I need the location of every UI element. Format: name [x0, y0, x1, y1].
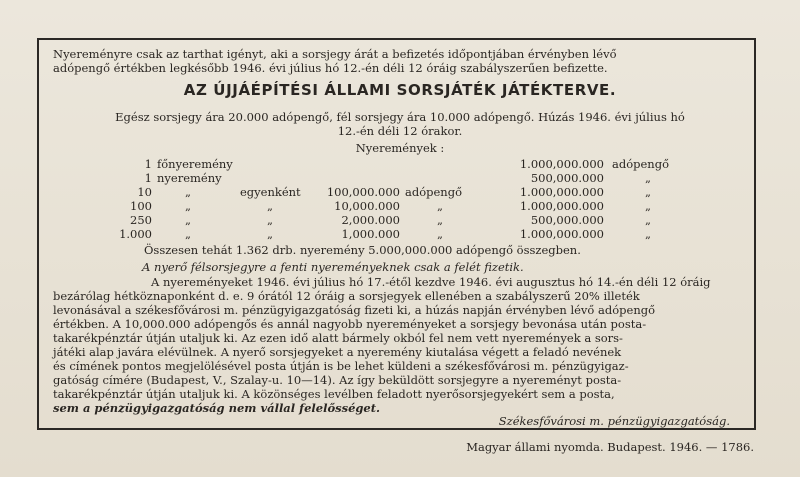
prize-each-unit: „: [437, 227, 443, 241]
body-line-1: A nyereményeket 1946. évi július hó 17.-étől kezdve 1946. évi augusztus hó 14.-én déli 12 óráig: [151, 275, 711, 289]
body-line-6: játéki alap javára elévülnek. A nyerő sorsjegyeket a nyeremény kiutalása végett a feladó nevének: [53, 345, 622, 359]
price-line-2: 12.-én déli 12 órakor.: [337, 124, 463, 138]
prize-total: 1.000,000.000: [519, 227, 604, 241]
body-line-3: levonásával a székesfővárosi m. pénzügyigazgatóság fizeti ki, a húzás napján érvényben lévő adópengő: [53, 303, 656, 317]
intro-line-2: adópengő értékben legkésőbb 1946. évi július hó 12.-én déli 12 óráig szabályszerűen befizette.: [53, 61, 608, 75]
prize-label: „: [185, 213, 191, 227]
prize-each-word: „: [267, 213, 273, 227]
prize-total-unit: „: [645, 171, 651, 185]
prize-total: 1.000,000.000: [519, 199, 604, 213]
total-line: Összesen tehát 1.362 drb. nyeremény 5.000,000.000 adópengő összegben.: [144, 243, 581, 257]
prize-total-unit: „: [645, 185, 651, 199]
prizes-heading: Nyeremények :: [355, 141, 445, 155]
prize-each: 2,000.000: [341, 213, 400, 227]
printer-line: Magyar állami nyomda. Budapest. 1946. — 1786.: [466, 440, 754, 454]
prize-label: „: [185, 185, 191, 199]
prize-each-unit: „: [437, 199, 443, 213]
intro-line-1: Nyereményre csak az tarthat igényt, aki a sorsjegy árát a befizetés időpontjában érvényben lévő: [53, 47, 617, 61]
prize-count: 1: [144, 171, 152, 185]
prize-count: 1: [144, 157, 152, 171]
page-title: AZ ÚJJÁÉPÍTÉSI ÁLLAMI SORSJÁTÉK JÁTÉKTERVE.: [183, 81, 617, 99]
body-line-4: értékben. A 10,000.000 adópengős és annál nagyobb nyereményeket a sorsjegy bevonása után posta-: [53, 317, 647, 331]
prize-count: 100: [130, 199, 152, 213]
prize-label: „: [185, 199, 191, 213]
prize-each: 10,000.000: [334, 199, 400, 213]
prize-total: 1.000,000.000: [519, 185, 604, 199]
prize-label: „: [185, 227, 191, 241]
prize-each: 100,000.000: [326, 185, 400, 199]
prize-each-word: „: [267, 227, 273, 241]
prize-total-unit: adópengő: [612, 157, 670, 171]
prize-total-unit: „: [645, 227, 651, 241]
prize-each-unit: „: [437, 213, 443, 227]
prize-total: 500,000.000: [530, 171, 604, 185]
body-line-10: sem a pénzügyigazgatóság nem vállal felelősséget.: [53, 401, 381, 415]
half-ticket-note: A nyerő félsorsjegyre a fenti nyereményeknek csak a felét fizetik.: [142, 260, 524, 274]
price-line-1: Egész sorsjegy ára 20.000 adópengő, fél sorsjegy ára 10.000 adópengő. Húzás 1946. évi július hó: [115, 110, 685, 124]
prize-count: 10: [137, 185, 152, 199]
prize-label: főnyeremény: [157, 157, 233, 171]
body-line-2: bezárólag hétköznaponként d. e. 9 órától 12 óráig a sorsjegyek ellenében a szabályszerű 20% illeték: [53, 289, 640, 303]
body-line-5: takarékpénztár útján utaljuk ki. Az ezen idő alatt bármely okból fel nem vett nyeremények a sors-: [53, 331, 623, 345]
prize-total-unit: „: [645, 199, 651, 213]
signature: Székesfővárosi m. pénzügyigazgatóság.: [498, 414, 730, 428]
body-line-8: gatóság címére (Budapest, V., Szalay-u. 10—14). Az így beküldött sorsjegyre a nyereményt posta-: [53, 373, 622, 387]
prize-each-word: egyenként: [240, 185, 301, 199]
prize-each: 1,000.000: [341, 227, 400, 241]
prize-total: 1.000,000.000: [519, 157, 604, 171]
prize-label: nyeremény: [157, 171, 222, 185]
prize-total-unit: „: [645, 213, 651, 227]
prize-count: 1.000: [119, 227, 152, 241]
body-line-9: takarékpénztár útján utaljuk ki. A közönséges levélben feladott nyerősorsjegyekért sem a posta,: [53, 387, 615, 401]
prize-each-word: „: [267, 199, 273, 213]
prize-each-unit: adópengő: [405, 185, 463, 199]
body-line-7: és címének pontos megjelölésével posta útján is be lehet küldeni a székesfővárosi m. pénzügyigaz-: [53, 359, 629, 373]
prize-count: 250: [130, 213, 152, 227]
prize-total: 500,000.000: [530, 213, 604, 227]
